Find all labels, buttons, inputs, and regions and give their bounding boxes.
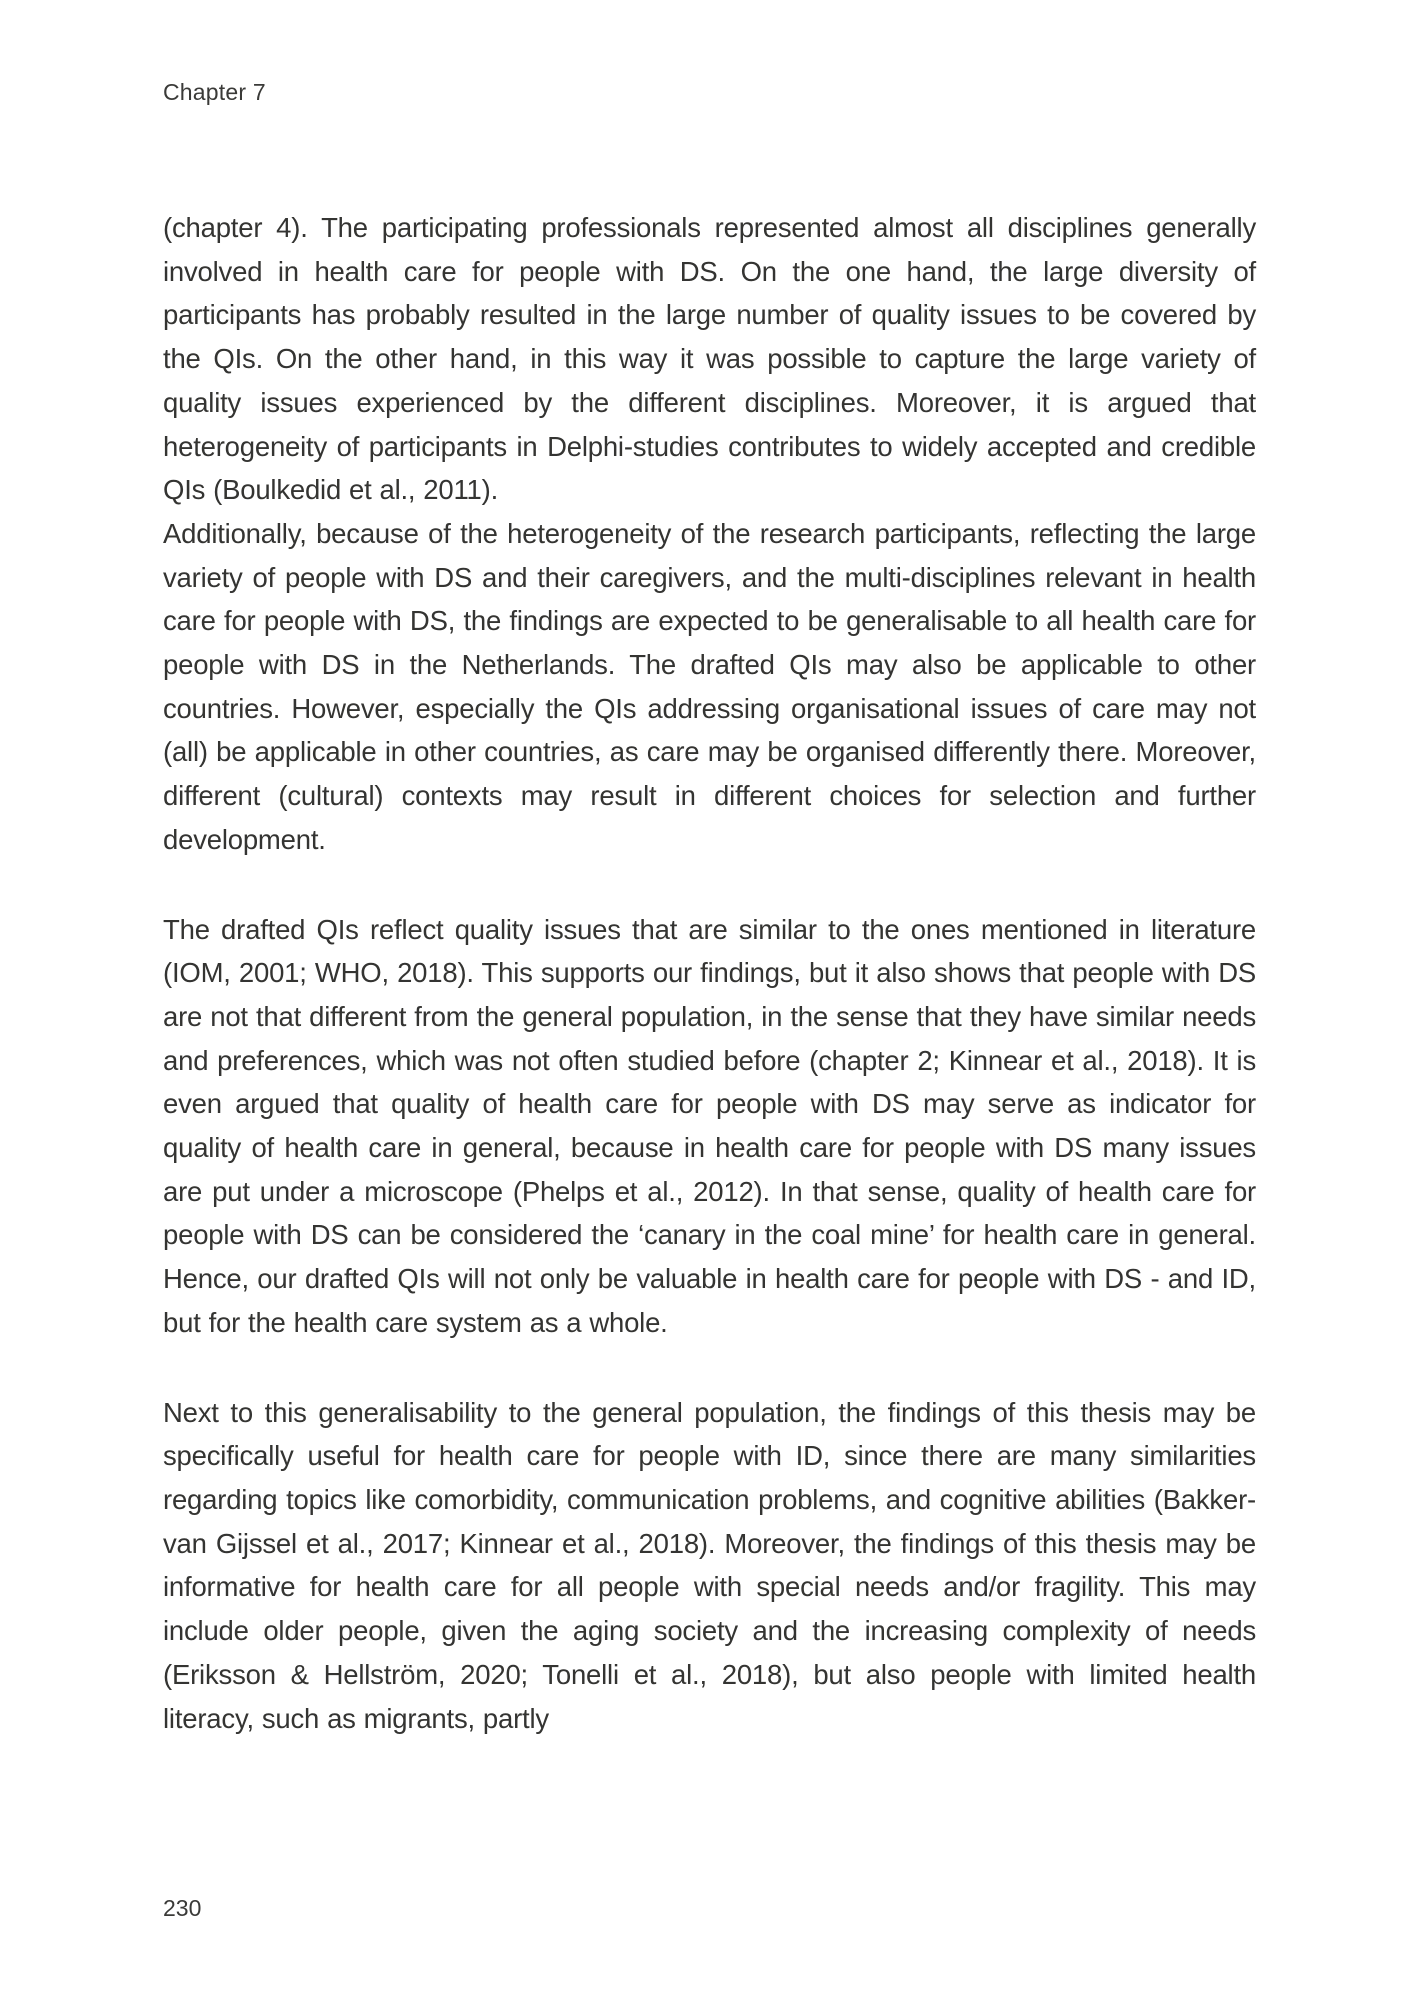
paragraph-3: The drafted QIs reflect quality issues that are similar to the ones mentioned in literature (IOM, 2001; WHO, 2018). This supports our findings, but it also shows that people with DS are not that different from the general population, in the sense that they have similar needs and preferences, which was not often studied before (chapter 2; Kinnear et al., 2018). It is even argued that quality of health care for people with DS may serve as indicator for quality of health care in general, because in health care for people with DS many issues are put under a microscope (Phelps et al., 2012). In that sense, quality of health care for people with DS can be considered the ‘canary in the coal mine’ for health care in general. Hence, our drafted QIs will not only be valuable in health care for people with DS - and ID, but for the health care system as a whole. [163,913,1256,1338]
body-text [163,206,1256,1740]
paragraph-4: Next to this generalisability to the general population, the findings of this thesis may be specifically useful for health care for people with ID, since there are many similarities regarding topics like comorbidity, communication problems, and cognitive abilities (Bakker-van Gijssel et al., 2017; Kinnear et al., 2018). Moreover, the findings of this thesis may be informative for health care for all people with special needs and/or fragility. This may include older people, given the aging society and the increasing complexity of needs (Eriksson & Hellström, 2020; Tonelli et al., 2018), but also people with limited health literacy, such as migrants, partly [163,1396,1256,1734]
paragraph-2: Additionally, because of the heterogeneity of the research participants, reflecting the large variety of people with DS and their caregivers, and the multi-disciplines relevant in health care for people with DS, the findings are expected to be generalisable to all health care for people with DS in the Netherlands. The drafted QIs may also be applicable to other countries. However, especially the QIs addressing organisational issues of care may not (all) be applicable in other countries, as care may be organised differently there. Moreover, different (cultural) contexts may result in different choices for selection and further development. [163,517,1256,855]
running-header: Chapter 7 [163,79,266,105]
page-number: 230 [163,1895,202,1921]
paragraph-1: (chapter 4). The participating professionals represented almost all disciplines generally involved in health care for people with DS. On the one hand, the large diversity of participants has probably resulted in the large number of quality issues to be covered by the QIs. On the other hand, in this way it was possible to capture the large variety of quality issues experienced by the different disciplines. Moreover, it is argued that heterogeneity of participants in Delphi-studies contributes to widely accepted and credible QIs (Boulkedid et al., 2011). [163,212,1256,506]
